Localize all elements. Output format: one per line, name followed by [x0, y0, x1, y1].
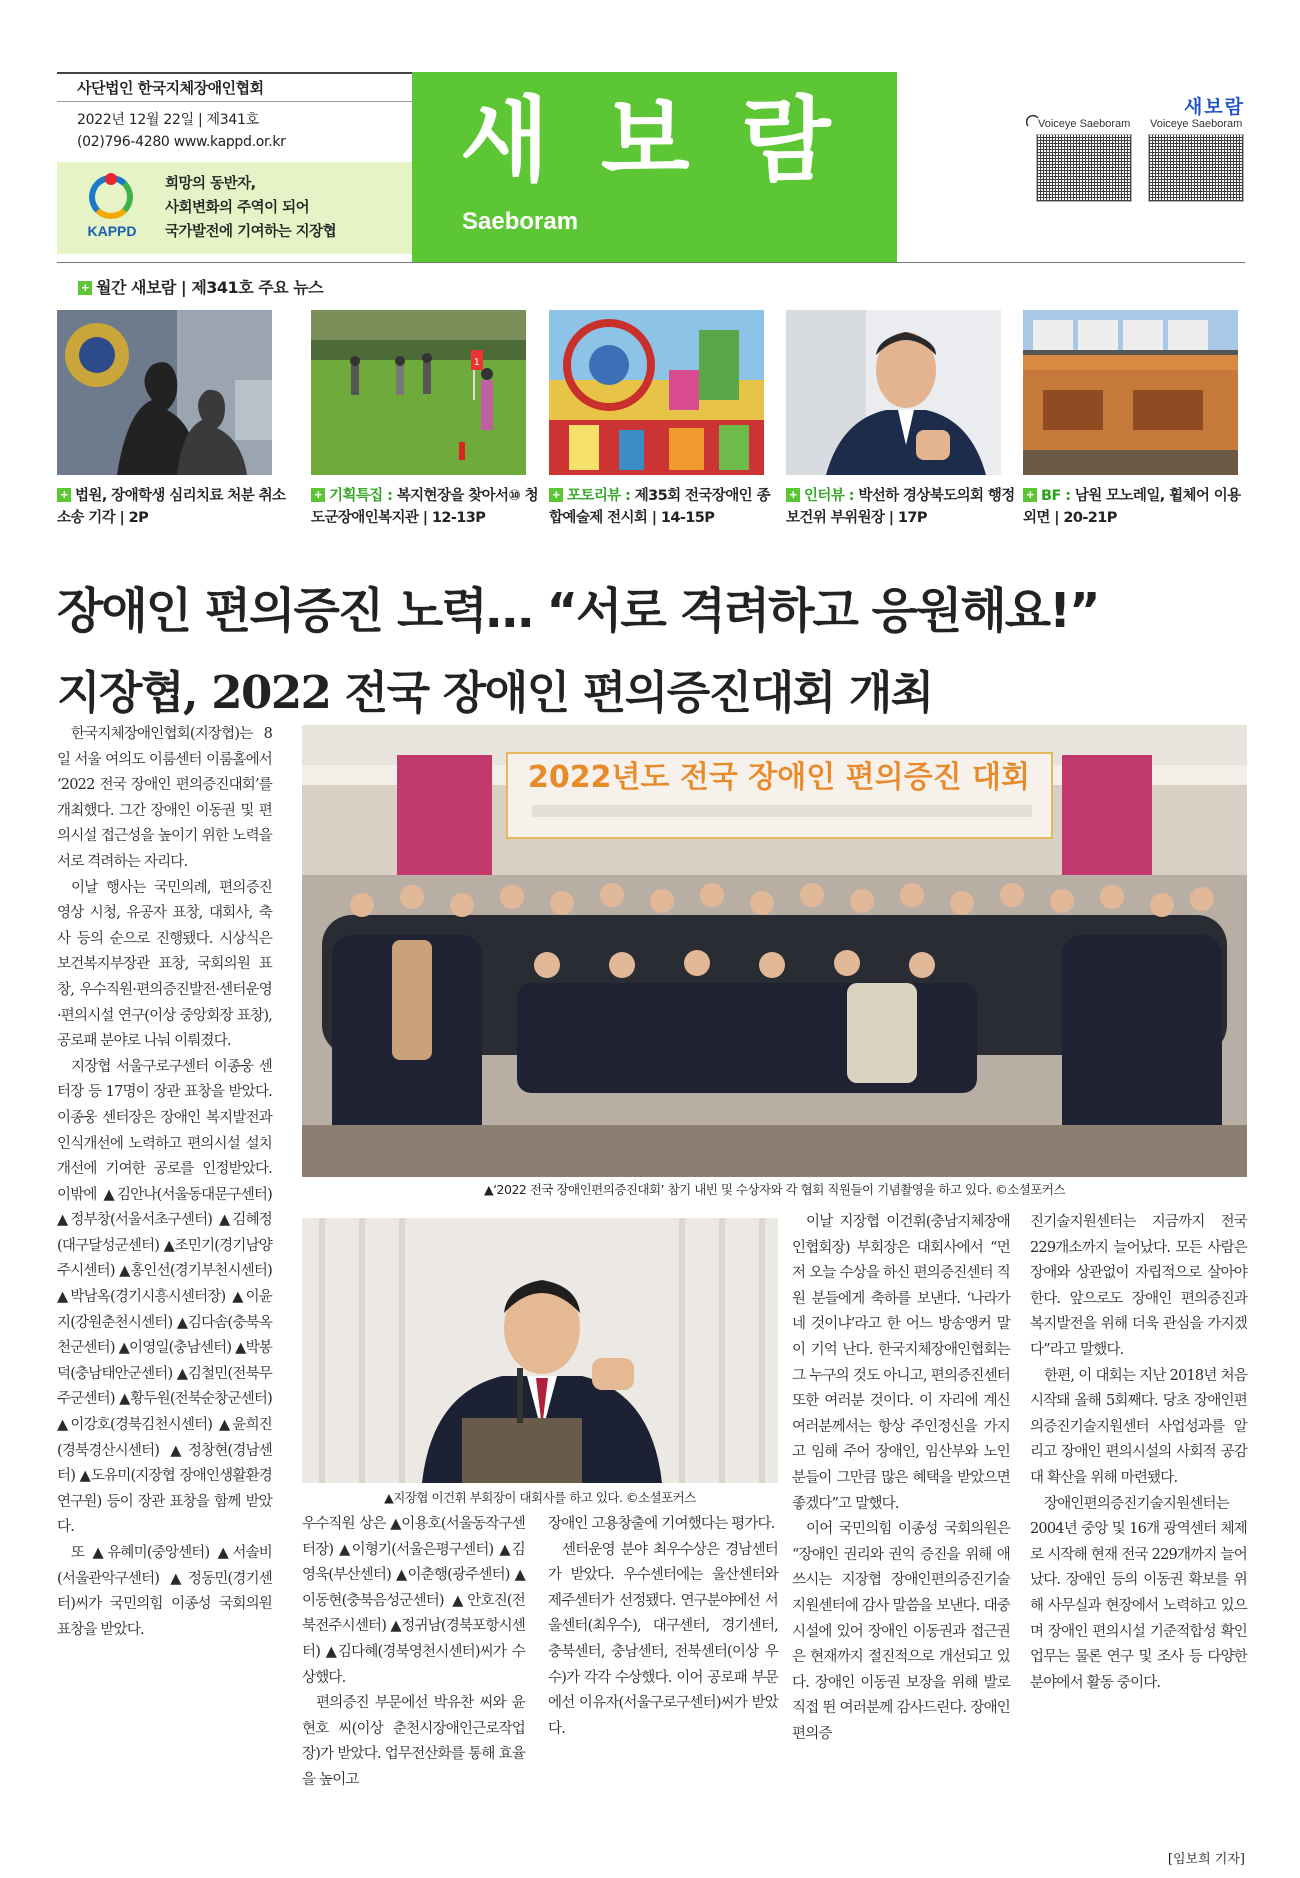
article-paragraph: 이날 지장협 이건휘(충남지체장애인협회장) 부회장은 대회사에서 “먼저 오늘 수상을 하신 편의증진센터 직원 분들에게 축하를 보낸다. ‘나라가 네 것이냐’라고 한 어느 방송앵커 말이 기억 난다. 한국지체장애인협회는 그 누구의 것도 아니고, 편의증진센터 또한 여러분 것이다. 이 자리에 계신 여러분께서는 항상 주인정신을 가지고 임해 주어 장애인, 임산부와 노인 분들이 그만큼 많은 혜택을 받았으면 좋겠다”고 말했다. — [792, 1214, 1010, 1512]
highlight-text: 박선하 경상북도의회 행정보건위 부위원장 | 17P — [786, 488, 1015, 526]
highlight-caption[interactable] — [786, 485, 1016, 529]
main-headline: 장애인 편의증진 노력… “서로 격려하고 응원해요!” — [57, 583, 1099, 639]
slogan — [165, 172, 336, 244]
article-column-5 — [1030, 1210, 1247, 1696]
highlight-caption[interactable] — [311, 485, 541, 529]
voiceye-title: 새보람 — [1183, 96, 1245, 118]
article-column-1 — [57, 722, 272, 1643]
plus-icon: + — [1023, 488, 1037, 502]
highlight-caption[interactable] — [1023, 485, 1245, 529]
slogan-box — [57, 162, 412, 254]
plus-icon: + — [549, 488, 563, 502]
article-column-3 — [548, 1512, 778, 1742]
logo-dot-icon — [105, 173, 117, 185]
slogan-line: 사회변화의 주역이 되어 — [165, 200, 310, 216]
voiceye-label: Voiceye Saeboram — [1150, 118, 1243, 130]
issue-date: 2022년 12월 22일 | 제341호 — [77, 112, 259, 128]
article-paragraph: 이날 행사는 국민의례, 편의증진 영상 시청, 유공자 표창, 대회사, 축사 등의 순으로 진행됐다. 시상식은 보건복지부장관 표창, 국회의원 표창, 우수직원·편의증진발전·센터운영·편의시설 연구(이상 중앙회장 표창), 공로패 분야로 나눠 이뤄졌다. — [57, 879, 272, 1050]
highlight-text: 법원, 장애학생 심리치료 처분 취소 소송 기각 | 2P — [57, 488, 286, 526]
article-paragraph: 우수직원 상은 ▲이용호(서울동작구센터장) ▲이형기(서울은평구센터) ▲김영욱(부산센터) ▲이춘행(광주센터) ▲이동현(충북음성군센터) ▲안호진(전북전주시센터) ▲정귀남(경북포항시센터) ▲김다혜(경북영천시센터)씨가 수상했다. — [302, 1516, 525, 1686]
main-photo[interactable] — [302, 725, 1247, 1177]
article-paragraph: 지장협 서울구로구센터 이종웅 센터장 등 17명이 장관 표창을 받았다. 이종웅 센터장은 장애인 복지발전과 인식개선에 노력하고 편의시설 설치 개선에 기여한 공로를 인정받았다. 이밖에 ▲김안나(서울동대문구센터) ▲정부창(서울서초구센터) ▲김혜정(대구달성군센터) ▲조민기(경기남양주시센터) ▲홍인선(경기부천시센터) ▲박남옥(경기시흥시센터장) ▲이윤지(강원춘천시센터) ▲김다솜(충북옥천군센터) ▲이영일(충남센터) ▲박봉덕(충남태안군센터) ▲김철민(전북무주군센터) ▲황두원(전북순창군센터) ▲이강호(경북김천시센터) ▲윤희진(경북경산시센터) ▲정창현(경남센터) ▲도유미(지장협 장애인생활환경연구원) 등이 장관 표창을 함께 받았다. — [57, 1058, 272, 1536]
highlight-text: 제35회 전국장애인 종합예술제 전시회 | 14-15P — [549, 488, 770, 526]
banner-text: 2022년도 전국 장애인 편의증진 대회 — [527, 760, 1031, 795]
thumb-artwork[interactable] — [549, 310, 764, 475]
highlight-section: 포토리뷰 : — [567, 488, 635, 504]
slogan-line: 희망의 동반자, — [165, 176, 256, 192]
sub-headline: 지장협, 2022 전국 장애인 편의증진대회 개최 — [57, 666, 933, 719]
article-column-2 — [302, 1512, 525, 1794]
slogan-line: 국가발전에 기여하는 지장협 — [165, 224, 337, 240]
voiceye-label: Voiceye Saeboram — [1038, 118, 1131, 130]
masthead-info — [57, 72, 412, 254]
voiceye-block — [1030, 92, 1245, 202]
kappd-logo — [77, 173, 147, 243]
speech-photo[interactable] — [302, 1218, 778, 1483]
plus-icon: + — [57, 488, 71, 502]
svg-text:1: 1 — [474, 357, 480, 368]
voiceye-code[interactable] — [1148, 134, 1244, 202]
thumb-court[interactable] — [57, 310, 272, 475]
article-column-4 — [792, 1210, 1010, 1747]
article-paragraph: 진기술지원센터는 지금까지 전국 229개소까지 늘어났다. 모든 사람은 장애와 상관없이 자립적으로 살아야 한다. 앞으로도 장애인 편의증진과 복지발전을 위해 더욱 관심을 가지겠다”라고 말했다. — [1030, 1214, 1247, 1358]
highlight-caption[interactable] — [57, 485, 287, 529]
voiceye-code[interactable] — [1036, 134, 1132, 202]
logo-text: KAPPD — [87, 223, 137, 239]
plus-icon: + — [786, 488, 800, 502]
byline: [임보희 기자] — [1167, 1852, 1245, 1867]
article-paragraph: 한국지체장애인협회(지장협)는 8일 서울 여의도 이룸센터 이룸홀에서 ‘2022 전국 장애인 편의증진대회’를 개최했다. 그간 장애인 이동권 및 편의시설 접근성을 높이기 위한 노력을 서로 격려하는 자리다. — [57, 726, 272, 870]
newspaper-title: 새보람 — [460, 87, 883, 194]
article-paragraph: 또 ▲유혜미(중앙센터) ▲서솔비(서울관악구센터) ▲정동민(경기센터)씨가 국민의힘 이종성 국회의원 표창을 받았다. — [57, 1545, 272, 1638]
article-paragraph: 장애인편의증진기술지원센터는 2004년 중앙 및 16개 광역센터 체제로 시작해 현재 전국 229개까지 늘어났다. 장애인 등의 이동권 확보를 위해 사무실과 현장에서 노력하고 있으며 장애인 편의시설 기준적합성 확인업무는 물론 연구 및 조사 등 다양한 분야에서 활동 중이다. — [1030, 1495, 1247, 1691]
newspaper-title-box — [412, 72, 897, 262]
thumb-gateball[interactable] — [311, 310, 526, 475]
thumb-interview[interactable] — [786, 310, 1001, 475]
highlights-heading-text: 월간 새보람 | 제341호 주요 뉴스 — [96, 278, 324, 297]
article-paragraph: 장애인 고용창출에 기여했다는 평가다. — [548, 1516, 775, 1532]
article-paragraph: 센터운영 분야 최우수상은 경남센터가 받았다. 우수센터에는 울산센터와 제주센터가 선정됐다. 연구분야에선 서울센터(최우수), 대구센터, 경기센터, 충북센터, 충남센터, 전북센터(이상 우수)가 각각 수상했다. 이어 공로패 부문에선 이유자(서울구로구센터)씨가 받았다. — [548, 1541, 778, 1737]
newspaper-title-en: Saeboram — [462, 208, 579, 235]
highlight-text: 복지현장을 찾아서⑩ 청도군장애인복지관 | 12-13P — [311, 488, 538, 526]
highlights-heading — [78, 275, 323, 298]
contact-info: (02)796-4280 www.kappd.or.kr — [77, 134, 286, 150]
thumb-monorail[interactable] — [1023, 310, 1238, 475]
plus-icon: + — [311, 488, 325, 502]
article-paragraph: 이어 국민의힘 이종성 국회의원은 “장애인 권리와 권익 증진을 위해 애쓰시는 지장협 장애인편의증진기술지원센터에 감사 말씀을 보낸다. 대중시설에 있어 장애인 이동권과 접근권은 현재까지 절진적으로 개선되고 있다. 장애인 이동권 보장을 위해 발로 직접 뛴 여러분께 감사드린다. 장애인편의증 — [792, 1521, 1010, 1742]
highlight-caption[interactable] — [549, 485, 779, 529]
speech-photo-caption: ▲지장협 이건휘 부회장이 대회사를 하고 있다. ©소셜포커스 — [384, 1490, 696, 1505]
highlight-section: 인터뷰 : — [804, 488, 859, 504]
main-photo-caption: ▲‘2022 전국 장애인편의증진대회’ 참기 내빈 및 수상자와 각 협회 직원들이 기념촬영을 하고 있다. ©소셜포커스 — [483, 1182, 1066, 1197]
article-paragraph: 편의증진 부문에선 박유찬 씨와 윤현호 씨(이상 춘천시장애인근로작업장)가 받았다. 업무전산화를 통해 효율을 높이고 — [302, 1695, 525, 1788]
highlight-section: 기획특집 : — [329, 488, 397, 504]
article-paragraph: 한편, 이 대회는 지난 2018년 처음 시작돼 올해 5회째다. 당초 장애인편의증진기술지원센터 사업성과를 알리고 장애인 편의시설의 사회적 공감대 확산을 위해 마련됐다. — [1030, 1367, 1247, 1486]
highlight-text: 남원 모노레일, 휠체어 이용 외면 | 20-21P — [1023, 488, 1241, 526]
divider — [57, 262, 1245, 263]
highlight-section: BF : — [1041, 488, 1075, 504]
organization-name: 사단법인 한국지체장애인협회 — [57, 72, 412, 102]
plus-icon: + — [78, 281, 92, 295]
